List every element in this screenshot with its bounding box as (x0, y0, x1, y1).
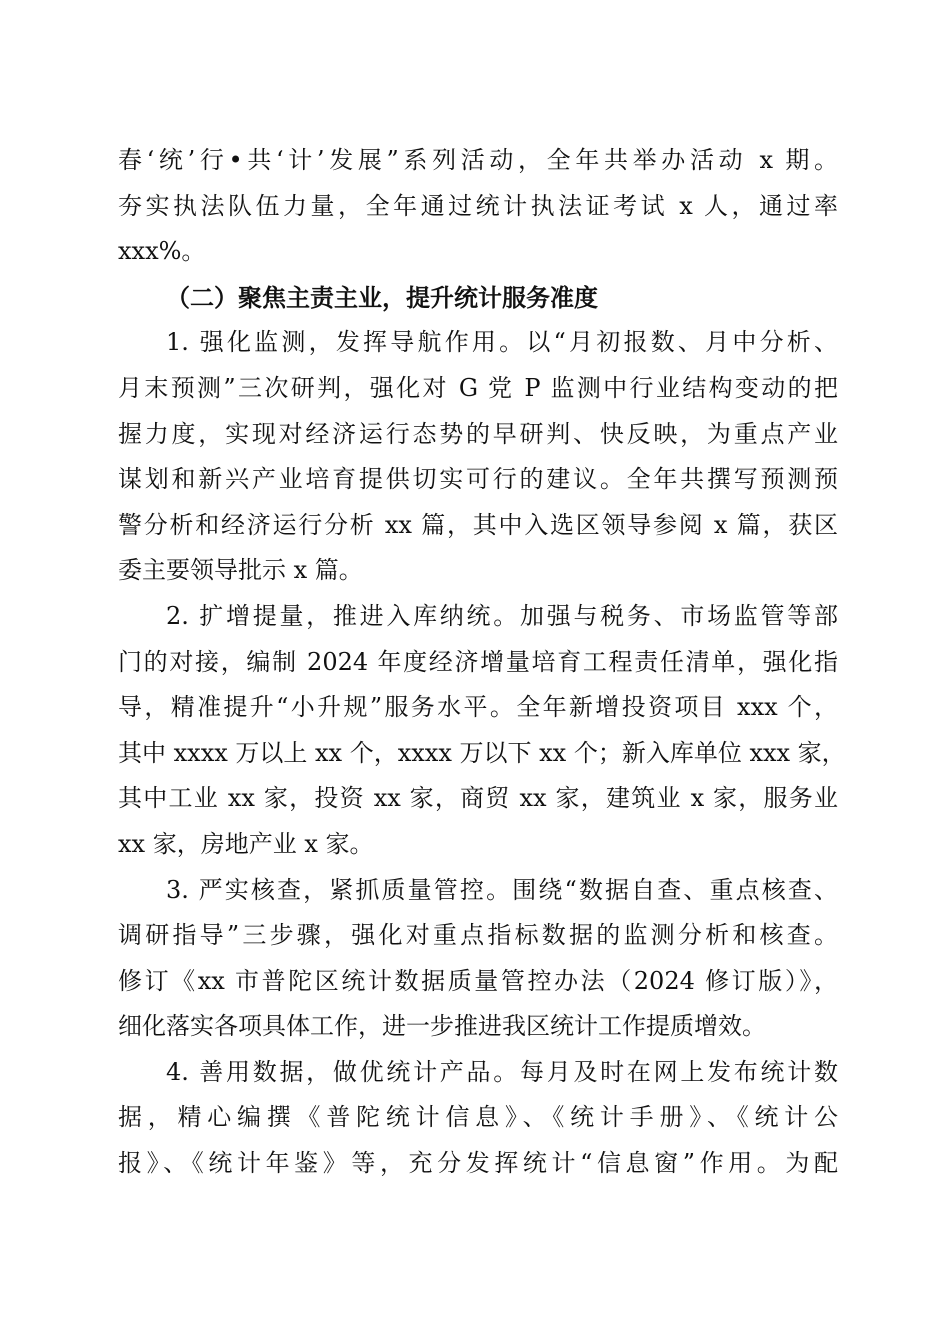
text-line: 3. 严实核查，紧抓质量管控。围绕“数据自查、重点核查、 (166, 875, 838, 904)
text-line: 报》、《统计年鉴》等，充分发挥统计“信息窗”作用。为配 (118, 1149, 838, 1178)
text-line: 细化落实各项具体工作，进一步推进我区统计工作提质增效。 (118, 1012, 766, 1041)
paragraph-item-3 (118, 868, 838, 1050)
section-heading-text: （二）聚焦主责主业，提升统计服务准度 (166, 282, 598, 312)
paragraph-item-4 (118, 1050, 838, 1187)
text-line: 委主要领导批示 x 篇。 (118, 556, 363, 585)
text-line: 春‘统’行•共‘计’发展”系列活动，全年共举办活动 x 期。 (118, 146, 838, 174)
text-line: 夯实执法队伍力量，全年通过统计执法证考试 x 人，通过率 (118, 191, 838, 220)
text-line: 导，精准提升“小升规”服务水平。全年新增投资项目 xxx 个， (118, 693, 838, 722)
paragraph-item-1 (118, 320, 838, 594)
paragraph-continued (118, 138, 838, 275)
text-line: xxx%。 (118, 237, 206, 266)
text-line: 握力度，实现对经济运行态势的早研判、快反映，为重点产业 (118, 419, 838, 448)
text-line: 警分析和经济运行分析 xx 篇，其中入选区领导参阅 x 篇，获区 (118, 510, 838, 539)
text-line: 调研指导”三步骤，强化对重点指标数据的监测分析和核查。 (118, 921, 838, 950)
text-line: 门的对接，编制 2024 年度经济增量培育工程责任清单，强化指 (118, 647, 838, 676)
text-line: 2. 扩增提量，推进入库纳统。加强与税务、市场监管等部 (166, 601, 838, 630)
text-line: 1. 强化监测，发挥导航作用。以“月初报数、月中分析、 (166, 328, 838, 357)
text-line: 谋划和新兴产业培育提供切实可行的建议。全年共撰写预测预 (118, 465, 838, 494)
text-line: 据，精心编撰《普陀统计信息》、《统计手册》、《统计公 (118, 1103, 838, 1132)
text-line: 其中工业 xx 家，投资 xx 家，商贸 xx 家，建筑业 x 家，服务业 (118, 784, 838, 813)
paragraph-item-2 (118, 594, 846, 868)
section-heading (118, 275, 838, 321)
text-line: 修订《xx 市普陀区统计数据质量管控办法（2024 修订版）》， (118, 966, 838, 995)
document-body (118, 138, 846, 1187)
text-line: xx 家，房地产业 x 家。 (118, 829, 374, 858)
text-line: 月末预测”三次研判，强化对 G 党 P 监测中行业结构变动的把 (118, 373, 838, 402)
text-line: 其中 xxxx 万以上 xx 个，xxxx 万以下 xx 个；新入库单位 xxx 家， (118, 738, 846, 767)
text-line: 4. 善用数据，做优统计产品。每月及时在网上发布统计数 (166, 1057, 838, 1086)
